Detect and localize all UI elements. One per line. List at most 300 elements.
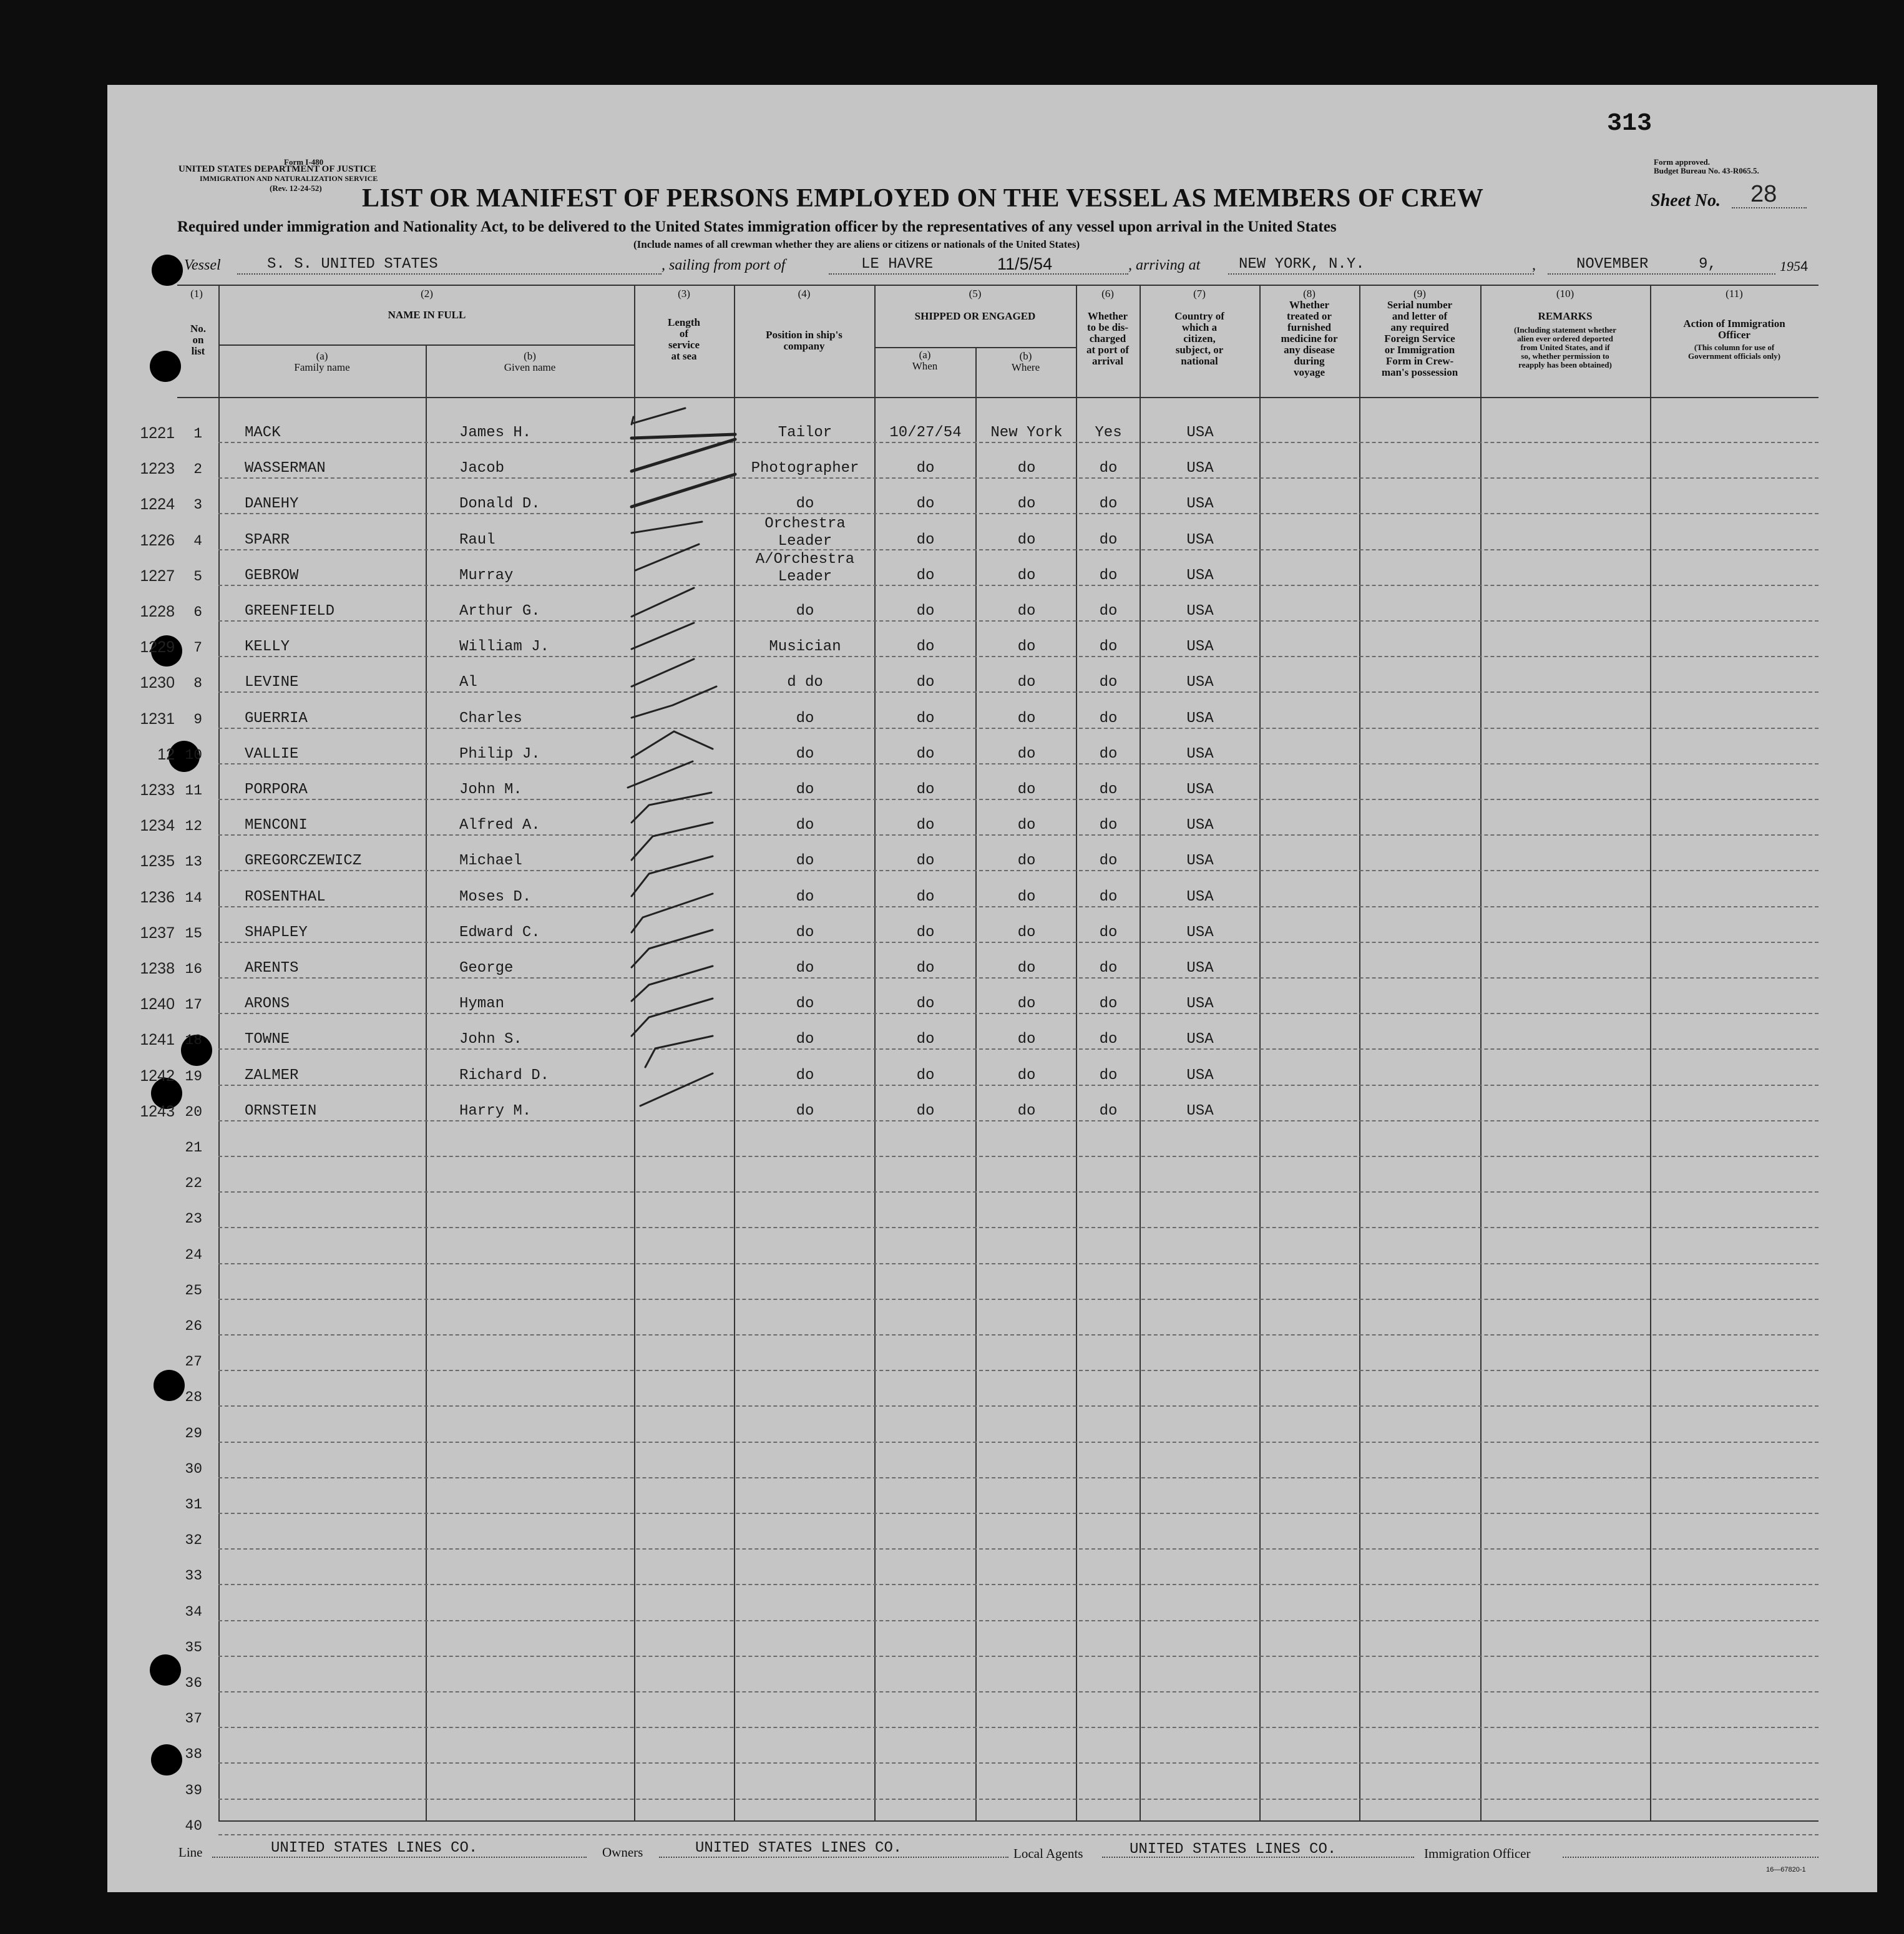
col-divider	[1140, 285, 1141, 1821]
row-separator	[218, 834, 1819, 836]
row-number: 17	[185, 997, 202, 1013]
port-line	[829, 273, 1128, 275]
family-name: ARONS	[245, 995, 290, 1012]
row-separator	[218, 763, 1819, 764]
col2a-label: (a) Family name	[294, 350, 350, 373]
col1-label: No. on list	[190, 323, 207, 357]
country: USA	[1186, 1103, 1214, 1120]
discharge: do	[1099, 852, 1118, 869]
row-number: 38	[185, 1746, 202, 1762]
col-divider	[1480, 285, 1482, 1821]
discharge: do	[1099, 960, 1118, 977]
given-name: Raul	[459, 532, 496, 549]
row-number: 25	[185, 1282, 202, 1299]
row-separator	[218, 1299, 1819, 1300]
given-name: William J.	[459, 638, 550, 655]
shipped-where: do	[1017, 817, 1036, 834]
col-divider	[1076, 285, 1077, 1821]
discharge: do	[1099, 817, 1118, 834]
row-separator	[218, 906, 1819, 907]
row-separator	[218, 1442, 1819, 1443]
given-name: Michael	[459, 852, 522, 869]
shipped-where: do	[1017, 496, 1036, 512]
position: Photographer	[751, 460, 859, 477]
discharge: do	[1099, 1031, 1118, 1048]
family-name: SPARR	[245, 532, 290, 549]
discharge: do	[1099, 567, 1118, 584]
discharge: do	[1099, 746, 1118, 763]
row-number: 26	[185, 1318, 202, 1334]
row-number: 16	[185, 961, 202, 977]
discharge: do	[1099, 532, 1118, 549]
row-number: 15	[185, 925, 202, 942]
arrival-port-line	[1228, 273, 1534, 275]
given-name: Philip J.	[459, 746, 540, 763]
row-number: 24	[185, 1247, 202, 1263]
owners-underline	[659, 1857, 1008, 1858]
country: USA	[1186, 1031, 1214, 1048]
col11-number: (11)	[1726, 288, 1743, 300]
position: do	[796, 496, 814, 512]
form-number: Form I-480	[284, 157, 324, 167]
row-number: 36	[185, 1675, 202, 1691]
row-separator	[218, 942, 1819, 943]
given-name: Moses D.	[459, 889, 532, 906]
shipped-where: do	[1017, 781, 1036, 798]
col5-label: SHIPPED OR ENGAGED	[914, 310, 1036, 322]
given-name: Richard D.	[459, 1067, 550, 1084]
col11-label: Action of Immigration Officer	[1683, 318, 1785, 341]
country: USA	[1186, 852, 1214, 869]
country: USA	[1186, 424, 1214, 441]
owners-value: UNITED STATES LINES CO.	[695, 1840, 902, 1857]
row-annotation: 1233	[140, 781, 175, 799]
row-annotation: 1238	[140, 960, 175, 977]
arrival-year: 1954	[1780, 258, 1809, 274]
family-name: TOWNE	[245, 1031, 290, 1048]
shipped-when: do	[916, 603, 935, 620]
discharge: do	[1099, 496, 1118, 512]
position: do	[796, 924, 814, 941]
row-number: 1	[193, 426, 202, 442]
col-divider	[1259, 285, 1261, 1821]
shipped-when: do	[916, 889, 935, 906]
family-name: ARENTS	[245, 960, 299, 977]
agents-value: UNITED STATES LINES CO.	[1130, 1841, 1337, 1858]
given-name: Arthur G.	[459, 603, 540, 620]
shipped-when: do	[916, 746, 935, 763]
country: USA	[1186, 638, 1214, 655]
name-subheader-border	[218, 344, 635, 346]
discharge: Yes	[1095, 424, 1122, 441]
row-separator	[218, 1834, 1819, 1835]
family-name: ZALMER	[245, 1067, 299, 1084]
row-separator	[218, 1405, 1819, 1407]
given-name: Donald D.	[459, 496, 540, 512]
col7-number: (7)	[1193, 288, 1206, 300]
col3-label: Length of service at sea	[668, 316, 700, 362]
sheet-number-line	[1732, 207, 1807, 208]
col3-number: (3)	[678, 288, 690, 300]
row-annotation: 1229	[140, 638, 175, 656]
col2-label: NAME IN FULL	[388, 309, 466, 321]
officer-underline	[1563, 1857, 1819, 1858]
row-number: 32	[185, 1532, 202, 1548]
position: d do	[787, 674, 823, 691]
shipped-where: do	[1017, 532, 1036, 549]
row-separator	[218, 870, 1819, 871]
row-annotation: 1224	[140, 496, 175, 513]
family-name: DANEHY	[245, 496, 299, 512]
arrival-month: NOVEMBER	[1576, 256, 1649, 273]
shipped-where: do	[1017, 889, 1036, 906]
country: USA	[1186, 460, 1214, 477]
family-name: MACK	[245, 424, 281, 441]
row-number: 23	[185, 1211, 202, 1227]
include-note: (Include names of all crewman whether they are aliens or citizens or nationals of the United States)	[633, 238, 1080, 250]
country: USA	[1186, 817, 1214, 834]
arriving-label: , arriving at	[1128, 257, 1201, 273]
row-separator	[218, 1370, 1819, 1371]
country: USA	[1186, 889, 1214, 906]
header-bottom-border	[177, 397, 1819, 398]
departure-port: LE HAVRE	[861, 256, 934, 273]
row-separator	[218, 1513, 1819, 1514]
family-name: GREENFIELD	[245, 603, 335, 620]
position: do	[796, 889, 814, 906]
shipped-where: do	[1017, 603, 1036, 620]
country: USA	[1186, 1067, 1214, 1084]
line-value: UNITED STATES LINES CO.	[271, 1840, 478, 1857]
arrival-day: 9,	[1699, 256, 1717, 273]
given-name: Charles	[459, 710, 522, 727]
row-number: 4	[193, 533, 202, 549]
row-separator	[218, 585, 1819, 586]
row-separator	[218, 1120, 1819, 1121]
discharge: do	[1099, 674, 1118, 691]
given-name: George	[459, 960, 514, 977]
row-annotation: 1235	[140, 852, 175, 870]
family-name: GREGORCZEWICZ	[245, 852, 362, 869]
col8-number: (8)	[1303, 288, 1316, 300]
col5-number: (5)	[969, 288, 982, 300]
form-approved: Form approved.	[1654, 157, 1711, 167]
family-name: KELLY	[245, 638, 290, 655]
position: A/Orchestra Leader	[755, 551, 855, 585]
shipped-where: do	[1017, 638, 1036, 655]
row-number: 29	[185, 1425, 202, 1442]
col4-label: Position in ship's company	[766, 329, 842, 352]
row-separator	[218, 1085, 1819, 1086]
row-number: 2	[193, 461, 202, 477]
row-annotation: 1227	[140, 567, 175, 585]
owners-label: Owners	[602, 1845, 643, 1860]
shipped-when: do	[916, 1103, 935, 1120]
col10-number: (10)	[1556, 288, 1574, 300]
shipped-where: do	[1017, 1031, 1036, 1048]
row-annotation: 1223	[140, 460, 175, 477]
row-separator	[218, 1477, 1819, 1478]
country: USA	[1186, 924, 1214, 941]
discharge: do	[1099, 460, 1118, 477]
given-name: Jacob	[459, 460, 505, 477]
country: USA	[1186, 746, 1214, 763]
row-annotation: 1241	[140, 1031, 175, 1048]
row-separator	[218, 1727, 1819, 1728]
row-annotation: 1226	[140, 532, 175, 549]
family-name: SHAPLEY	[245, 924, 308, 941]
given-name: Hyman	[459, 995, 505, 1012]
discharge: do	[1099, 710, 1118, 727]
given-name: Murray	[459, 567, 514, 584]
row-separator	[218, 691, 1819, 693]
shipped-where: do	[1017, 924, 1036, 941]
discharge: do	[1099, 781, 1118, 798]
col4-number: (4)	[798, 288, 811, 300]
row-separator	[218, 1762, 1819, 1764]
col-divider	[634, 285, 635, 1821]
row-annotation: 1242	[140, 1067, 175, 1085]
discharge: do	[1099, 924, 1118, 941]
col5a-label: (a) When	[912, 349, 938, 372]
row-separator	[218, 1227, 1819, 1228]
form-title: LIST OR MANIFEST OF PERSONS EMPLOYED ON THE VESSEL AS MEMBERS OF CREW	[362, 184, 1484, 213]
given-name: Al	[459, 674, 477, 691]
position: Orchestra Leader	[764, 515, 846, 550]
row-separator	[218, 1548, 1819, 1550]
shipped-where: do	[1017, 746, 1036, 763]
row-number: 9	[193, 711, 202, 728]
family-name: VALLIE	[245, 746, 299, 763]
row-annotation: 1236	[140, 889, 175, 906]
form-revision: (Rev. 12-24-52)	[270, 183, 322, 193]
row-number: 35	[185, 1639, 202, 1656]
row-number: 8	[193, 675, 202, 691]
discharge: do	[1099, 1067, 1118, 1084]
punch-hole	[150, 1654, 181, 1686]
country: USA	[1186, 532, 1214, 549]
position: do	[796, 852, 814, 869]
shipped-when: do	[916, 532, 935, 549]
row-number: 3	[193, 497, 202, 513]
family-name: WASSERMAN	[245, 460, 326, 477]
row-number: 33	[185, 1568, 202, 1584]
shipped-when: do	[916, 710, 935, 727]
sailing-label: , sailing from port of	[662, 257, 786, 273]
vessel-label: Vessel	[184, 257, 221, 273]
row-separator	[218, 1156, 1819, 1157]
row-number: 14	[185, 890, 202, 906]
row-separator	[218, 620, 1819, 622]
country: USA	[1186, 995, 1214, 1012]
col5b-label: (b) Where	[1011, 350, 1040, 373]
position: do	[796, 1103, 814, 1120]
col-divider	[734, 285, 735, 1821]
row-separator	[218, 1263, 1819, 1264]
shipped-when: do	[916, 995, 935, 1012]
shipped-when: do	[916, 567, 935, 584]
row-annotation: 1237	[140, 924, 175, 942]
row-annotation: 1231	[140, 710, 175, 728]
row-separator	[218, 513, 1819, 514]
row-number: 20	[185, 1104, 202, 1120]
given-name: Alfred A.	[459, 817, 540, 834]
shipped-when: do	[916, 852, 935, 869]
position: do	[796, 960, 814, 977]
row-number: 37	[185, 1711, 202, 1727]
department-name: UNITED STATES DEPARTMENT OF JUSTICE	[178, 164, 377, 174]
family-name: LEVINE	[245, 674, 299, 691]
sailing-date: 11/5/54	[997, 255, 1053, 273]
table-bottom-border	[218, 1820, 1819, 1822]
family-name: PORPORA	[245, 781, 308, 798]
arrival-port: NEW YORK, N.Y.	[1239, 256, 1365, 273]
col7-label: Country of which a citizen, subject, or national	[1174, 310, 1224, 367]
row-separator	[218, 1620, 1819, 1621]
row-separator	[218, 656, 1819, 657]
vessel-name: S. S. UNITED STATES	[267, 256, 438, 273]
row-separator	[218, 442, 1819, 443]
position: do	[796, 710, 814, 727]
country: USA	[1186, 710, 1214, 727]
arrival-date-line	[1548, 273, 1775, 275]
country: USA	[1186, 603, 1214, 620]
given-name: James H.	[459, 424, 532, 441]
col9-number: (9)	[1413, 288, 1426, 300]
row-separator	[218, 977, 1819, 979]
col-divider	[874, 285, 876, 1821]
col-divider	[218, 285, 220, 1821]
row-number: 18	[185, 1032, 202, 1048]
position: do	[796, 995, 814, 1012]
row-number: 5	[193, 569, 202, 585]
row-annotation: 1230	[140, 674, 175, 691]
row-separator	[218, 1799, 1819, 1800]
row-separator	[218, 1584, 1819, 1585]
row-annotation: 1228	[140, 603, 175, 620]
row-annotation: 1234	[140, 817, 175, 834]
discharge: do	[1099, 889, 1118, 906]
row-number: 13	[185, 854, 202, 870]
given-name: Edward C.	[459, 924, 540, 941]
page-number: 313	[1607, 110, 1653, 138]
col2-number: (2)	[421, 288, 433, 300]
family-name: ROSENTHAL	[245, 889, 326, 906]
given-name: John S.	[459, 1031, 522, 1048]
shipped-where: do	[1017, 1103, 1036, 1120]
shipped-where: do	[1017, 710, 1036, 727]
col2b-label: (b) Given name	[504, 350, 556, 373]
discharge: do	[1099, 1103, 1118, 1120]
print-code: 16—67820-1	[1766, 1866, 1806, 1873]
country: USA	[1186, 674, 1214, 691]
given-name: Harry M.	[459, 1103, 532, 1120]
row-number: 40	[185, 1818, 202, 1834]
shipped-when: do	[916, 638, 935, 655]
shipped-when: do	[916, 1031, 935, 1048]
country: USA	[1186, 496, 1214, 512]
shipped-when: do	[916, 496, 935, 512]
col-divider	[426, 344, 427, 1821]
position: Tailor	[778, 424, 832, 441]
shipped-where: do	[1017, 995, 1036, 1012]
shipped-when: do	[916, 781, 935, 798]
vessel-line	[237, 273, 662, 275]
position: Musician	[769, 638, 841, 655]
row-annotation: 1240	[140, 995, 175, 1013]
col8-label: Whether treated or furnished medicine for any disease during voyage	[1281, 299, 1338, 378]
row-number: 30	[185, 1461, 202, 1477]
row-number: 6	[193, 604, 202, 620]
row-separator	[218, 1013, 1819, 1014]
col10-note: (Including statement whether alien ever ordered deported from United States, and if so, whether permission to reapply has been obtained)	[1514, 325, 1616, 369]
col9-label: Serial number and letter of any required Foreign Service or Immigration Form in Crew- man's possession	[1381, 299, 1458, 378]
shipped-when: 10/27/54	[889, 424, 962, 441]
col10-label: REMARKS	[1538, 310, 1593, 322]
shipped-when: do	[916, 817, 935, 834]
officer-label: Immigration Officer	[1424, 1846, 1531, 1861]
punch-hole	[152, 255, 183, 286]
row-number: 12	[185, 818, 202, 834]
country: USA	[1186, 960, 1214, 977]
budget-bureau: Budget Bureau No. 43-R065.5.	[1654, 166, 1759, 175]
position: do	[796, 817, 814, 834]
service-name: IMMIGRATION AND NATURALIZATION SERVICE	[200, 174, 378, 183]
shipped-where: do	[1017, 1067, 1036, 1084]
row-number: 39	[185, 1782, 202, 1799]
row-separator	[218, 1048, 1819, 1050]
row-number: 11	[185, 783, 202, 799]
table-top-border	[177, 285, 1819, 286]
position: do	[796, 781, 814, 798]
row-separator	[218, 1334, 1819, 1336]
row-number: 22	[185, 1175, 202, 1191]
col1-number: (1)	[190, 288, 203, 300]
row-annotation: 1243	[140, 1103, 175, 1120]
row-separator	[218, 1191, 1819, 1193]
col6-label: Whether to be dis- charged at port of arrival	[1086, 310, 1129, 367]
punch-hole	[150, 351, 181, 382]
family-name: MENCONI	[245, 817, 308, 834]
col11-note: (This column for use of Government officials only)	[1687, 343, 1781, 361]
shipped-where: New York	[990, 424, 1063, 441]
shipped-where: do	[1017, 567, 1036, 584]
shipped-when: do	[916, 460, 935, 477]
row-number: 27	[185, 1354, 202, 1370]
family-name: ORNSTEIN	[245, 1103, 317, 1120]
row-annotation: 12	[157, 746, 175, 763]
col-divider	[1359, 285, 1360, 1821]
row-number: 31	[185, 1497, 202, 1513]
discharge: do	[1099, 995, 1118, 1012]
row-number: 34	[185, 1604, 202, 1620]
family-name: GUERRIA	[245, 710, 308, 727]
line-label: Line	[178, 1845, 203, 1860]
form-subtitle: Required under immigration and Nationality Act, to be delivered to the United States immigration officer by the representatives of any vessel upon arrival in the United States	[177, 218, 1337, 235]
row-number: 7	[193, 640, 202, 656]
country: USA	[1186, 781, 1214, 798]
position: do	[796, 746, 814, 763]
position: do	[796, 1031, 814, 1048]
discharge: do	[1099, 638, 1118, 655]
row-number: 19	[185, 1068, 202, 1085]
position: do	[796, 1067, 814, 1084]
given-name: John M.	[459, 781, 522, 798]
row-separator	[218, 799, 1819, 800]
row-separator	[218, 1656, 1819, 1657]
shipped-when: do	[916, 960, 935, 977]
shipped-where: do	[1017, 674, 1036, 691]
